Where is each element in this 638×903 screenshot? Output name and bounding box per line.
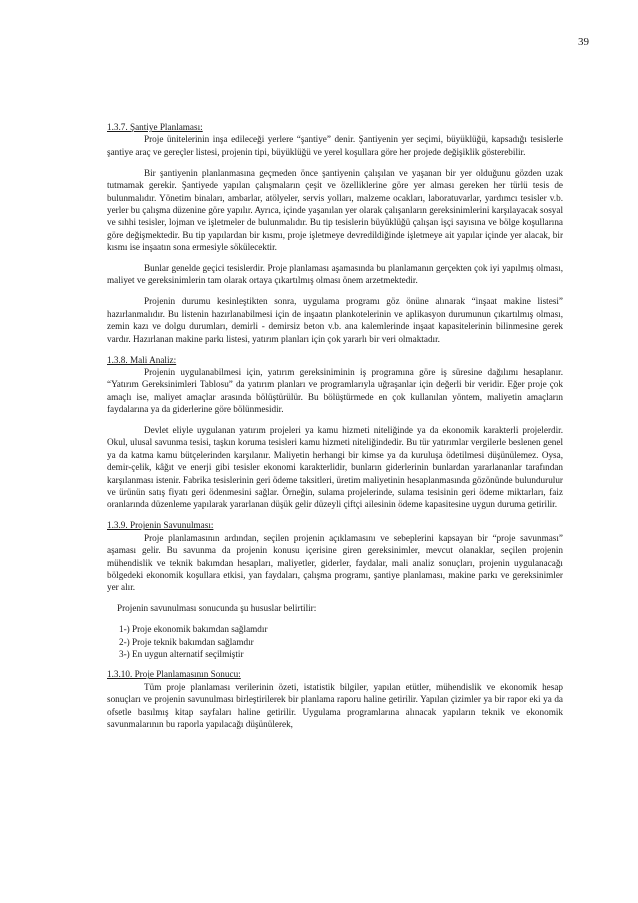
document-body [107,121,563,739]
section-heading-1-3-7: 1.3.7. Şantiye Planlaması: [107,122,203,132]
paragraph: Projenin durumu kesinleştikten sonra, uygulama programı göz önüne alınarak “inşaat makine listesi” hazırlanmalıdır. Bu listenin hazırlanabilmesi için de inşaatın plankotelerinin ve aplikasyon durumunun çıkartılmış olması, zemin kazı ve dolgu durumları, demirli - demirsiz beton v.b. ana kalemlerinde inşaat kapasitelerinin bilinmesine gerek vardır. Hazırlanan makine parkı listesi, yatırım planları için çok yararlı bir veri olmaktadır. [107,296,563,344]
page-number: 39 [578,36,589,48]
paragraph: Tüm proje planlaması verilerinin özeti, istatistik bilgiler, yapılan etütler, mühendislik ve ekonomik hesap sonuçları ve projenin savunulması birleştirilerek bir planlama raporu haline getirilir. Yapılan çizimler ya bir rapor eki ya da ofsetle basılmış kitap sayfaları haline getirilir. Uygulama programlarına alınacak yapıların teknik ve ekonomik savunmalarının bu raporla yapılacağı düşünülerek, [107,681,563,730]
paragraph: Bunlar genelde geçici tesislerdir. Proje planlaması aşamasında bu planlamanın gerçekten çok iyi yapılmış olması, maliyet ve gereksinimlerin tam olarak ortaya çıkartılmış olması önem arzetmektedir. [107,263,563,286]
section-heading-1-3-10: 1.3.10. Proje Planlamasının Sonucu: [107,669,241,680]
paragraph: Devlet eliyle uygulanan yatırım projeleri ya kamu hizmeti niteliğinde ya da ekonomik karakterli projelerdir. Okul, ulusal savunma tesisi, taşkın koruma tesisleri kamu hizmeti niteliğindedir. Bu tür yatırımlar vergilerle beslenen genel ya da katma kamu bütçelerinden karşılanır. Maliyetin herhangi bir kimse ya da kuruluşa ödetilmesi düşünülemez. Oysa, demir-çelik, kâğıt ve enerji gibi tesisler ekonomi karakterlidir, bunların giderlerinin bunlardan yararlananlar tarafından karşılanması istenir. Fabrika tesislerinin geri ödeme taksitleri, üretim maliyetinin hesaplanmasında gözönünde bulundurulur ve ürünün satış fiyatı geri ödenmesini sağlar. Örneğin, sulama projelerinde, sulama tesisinin geri ödeme miktarları, faiz oranlarında düzenleme yapılarak yararlanan düşük gelir düzeyli çiftçi ailesinin ödeme kapasitesine uygun duruma getirilir. [107,425,563,510]
section-heading-1-3-8: 1.3.8. Mali Analiz: [107,354,177,365]
section-heading-1-3-9: 1.3.9. Projenin Savunulması: [107,520,214,531]
list-item: 1-) Proje ekonomik bakımdan sağlamdır [119,624,268,635]
list-item: 3-) En uygun alternatif seçilmiştir [119,649,244,660]
paragraph: Proje planlamasının ardından, seçilen projenin açıklamasını ve sebeplerini kapsayan bir “proje savunması” aşaması gelir. Bu savunma da projenin konusu içerisine giren gereksinimler, mevcut olanaklar, seçilen projenin mühendislik ve teknik bakımdan hesapları, maliyetler, giderler, faydalar, mali analiz sonuçları, projenin uygulanacağı bölgedeki ekonomik koşullara etkisi, yan faydaları, çalışma programı, şantiye planlaması, makine parkı ve gereksinimler yer alır. [107,532,563,593]
conclusion-list [107,623,563,660]
paragraph: Bir şantiyenin planlanmasına geçmeden önce şantiyenin çalışılan ve yaşanan bir yer olduğunu gözden uzak tutmamak gerekir. Şantiyede yapılan çalışmaların çeşit ve özelliklerine göre yer alması gereken her türlü tesis de bulunmalıdır. Yönetim binaları, ambarlar, atölyeler, servis yolları, malzeme ocakları, laboratuvarlar, yardımcı tesisler v.b. yerler bu çalışma düzenine göre yapılır. Ayrıca, içinde yaşanılan yer olarak çalışanların gereksinimlerini karşılayacak sosyal ve sıhhi tesisler, lojman ve işletmeler de bulunmalıdır. Bu tip tesislerin büyüklüğü çalışan işçi sayısına ve bölge koşullarına göre değişmektedir. Bu tip yapılardan bir kısmı, proje işletmeye devredildiğinde işletmeye ait yapılar içinde yer alacak, bir kısmı ise inşaatın sona ermesiyle sökülecektir. [107,167,563,253]
list-lead-text: Projenin savunulması sonucunda şu hususlar belirtilir: [117,603,317,614]
list-item: 2-) Proje teknik bakımdan sağlamdır [119,636,254,647]
paragraph: Proje ünitelerinin inşa edileceği yerlere “şantiye” denir. Şantiyenin yer seçimi, büyüklüğü, kapsadığı tesislerle şantiye araç ve gereçler listesi, projenin tipi, büyüklüğü ve yerel koşullara göre her projede değişiklik gösterebilir. [107,134,563,157]
paragraph: Projenin uygulanabilmesi için, yatırım gereksiniminin iş programına göre iş süresine dağılımı hesaplanır. “Yatırım Gereksinimleri Tablosu” da yatırım planları ve programlarıyla uğraşanlar için değerli bir veridir. Eğer proje çok amaçlı ise, maliyet amaçlar arasında bölüştürülür. Bu bölüştürmede en çok kullanılan yöntem, maliyetin amaçların faydalarına ya da giderlerine göre bölünmesidir. [107,366,563,415]
